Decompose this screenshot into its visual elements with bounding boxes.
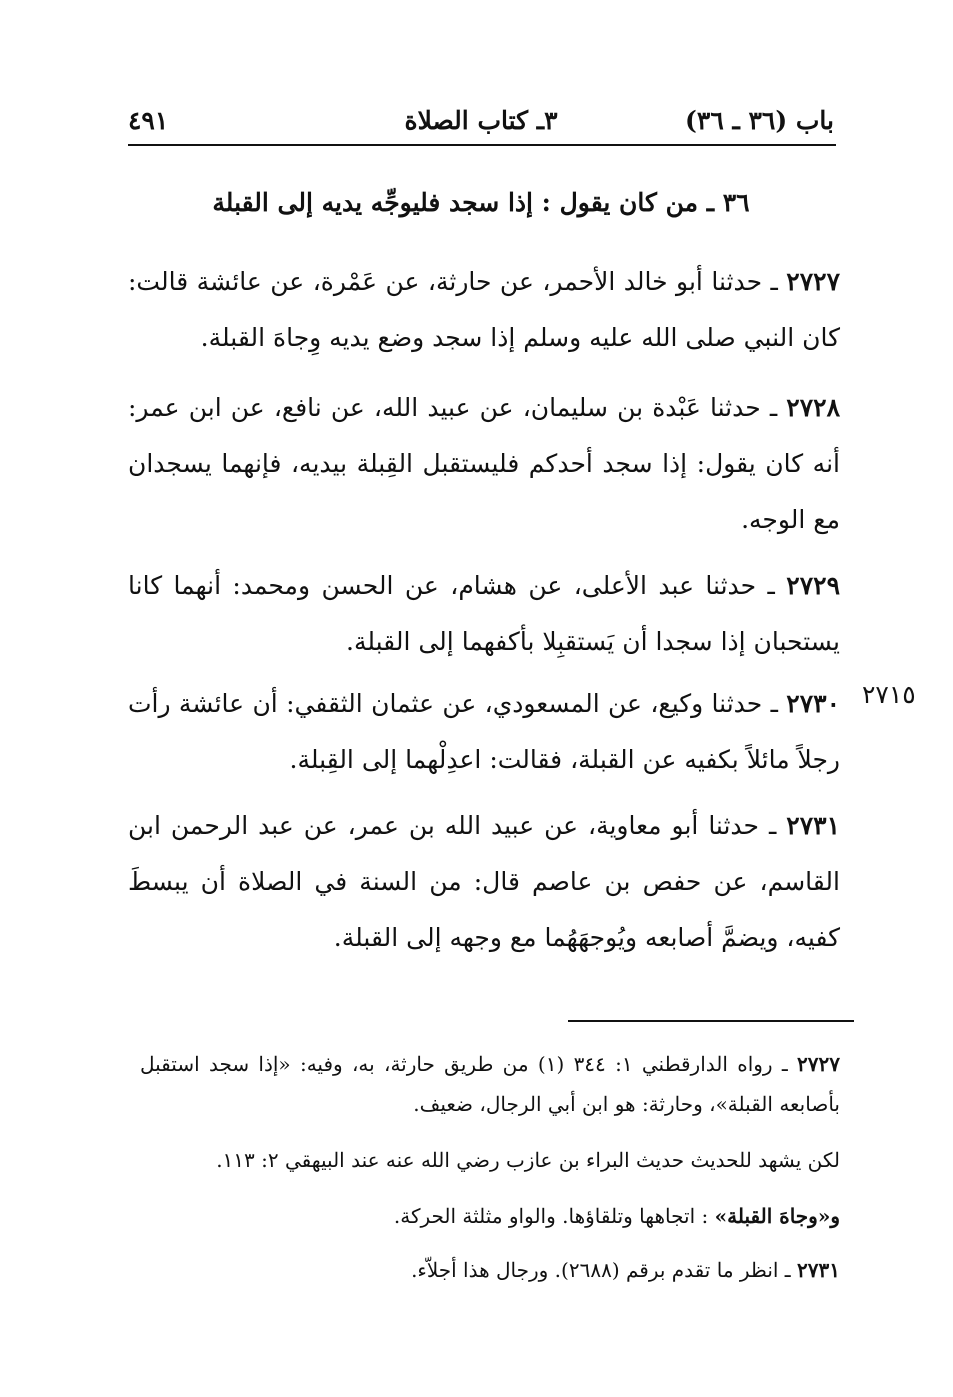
- hadith-entry: [128, 798, 840, 966]
- footnote-term: و«وجاهَ القبلة»: [714, 1204, 840, 1228]
- footnote: [140, 1044, 840, 1124]
- hadith-number: ٢٧٢٨: [786, 393, 840, 422]
- hadith-entry: [128, 254, 840, 366]
- footnote: [140, 1250, 840, 1290]
- footnote-text: ـ رواه الدارقطني ١: ٣٤٤ (١) من طريق حارثة، به، وفيه: «إذا سجد استقبل بأصابعه القبلة»، وحارثة: هو ابن أبي الرجال، ضعيف.: [140, 1052, 840, 1116]
- hadith-text: ـ حدثنا أبو معاوية، عن عبيد الله بن عمر، عن عبد الرحمن ابن القاسم، عن حفص بن عاصم قال: من السنة في الصلاة أن يبسطَ كفيه، ويضمَّ أصابعه ويُوجهَهُما مع وجهه إلى القبلة.: [128, 811, 840, 952]
- hadith-entry: [128, 380, 840, 548]
- hadith-text: ـ حدثنا عَبْدة بن سليمان، عن عبيد الله، عن نافع، عن ابن عمر: أنه كان يقول: إذا سجد أحدكم فليستقبل القِبلة بيديه، فإنهما يسجدان مع الوجه.: [128, 393, 840, 534]
- footnote-divider: [568, 1020, 854, 1022]
- footnote: [140, 1140, 840, 1180]
- page-number: ٤٩١: [128, 106, 169, 135]
- hadith-number: ٢٧٣١: [786, 811, 840, 840]
- header-divider: [128, 144, 836, 146]
- hadith-text: ـ حدثنا وكيع، عن المسعودي، عن عثمان الثقفي: أن عائشة رأت رجلاً مائلاً بكفيه عن القبلة، فقالت: اعدِلْهما إلى القِبلة.: [128, 689, 840, 774]
- margin-reference-number: ٢٧١٥: [862, 680, 916, 709]
- header-book-title: ٣ـ كتاب الصلاة: [404, 106, 558, 135]
- hadith-entry: [128, 558, 840, 670]
- footnote-text: لكن يشهد للحديث حديث البراء بن عازب رضي الله عنه عند البيهقي ٢: ١١٣.: [216, 1148, 840, 1172]
- chapter-title: ٣٦ ـ من كان يقول : إذا سجد فليوجِّه يديه إلى القبلة: [212, 188, 750, 217]
- footnote-text: ـ انظر ما تقدم برقم (٢٦٨٨). ورجال هذا أجلاّء.: [411, 1258, 791, 1282]
- hadith-entry: [128, 676, 840, 788]
- hadith-number: ٢٧٣٠: [786, 689, 841, 718]
- hadith-text: ـ حدثنا عبد الأعلى، عن هشام، عن الحسن ومحمد: أنهما كانا يستحبان إذا سجدا أن يَستقبِلا بأكفهما إلى القبلة.: [128, 571, 840, 656]
- hadith-number: ٢٧٢٩: [786, 571, 840, 600]
- footnote-number: ٢٧٣١: [797, 1258, 840, 1282]
- hadith-text: ـ حدثنا أبو خالد الأحمر، عن حارثة، عن عَمْرة، عن عائشة قالت: كان النبي صلى الله عليه وسلم إذا سجد وضع يديه وِجاهَ القبلة.: [128, 267, 840, 352]
- header-section: باب (٣٦ ـ ٣٦): [685, 106, 834, 135]
- footnote: [140, 1196, 840, 1236]
- hadith-number: ٢٧٢٧: [786, 267, 840, 296]
- footnote-number: ٢٧٢٧: [797, 1052, 840, 1076]
- footnote-text: : اتجاهها وتلقاؤها. والواو مثلثة الحركة.: [393, 1204, 709, 1228]
- running-header: [128, 100, 834, 142]
